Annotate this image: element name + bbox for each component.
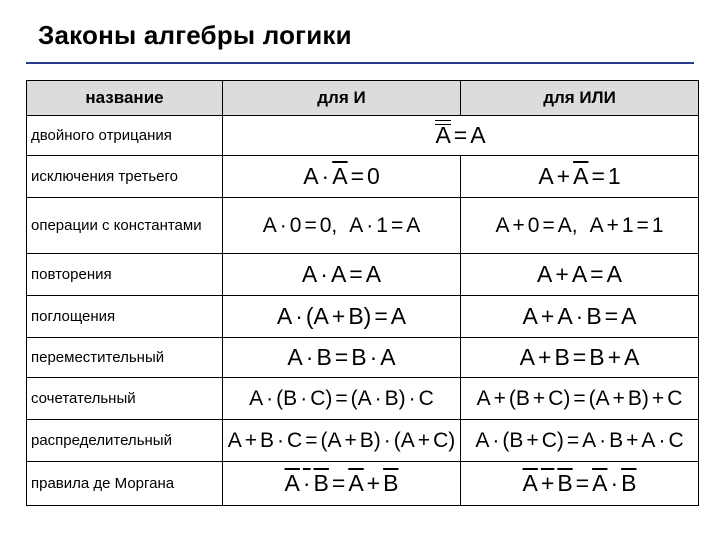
table-row [27, 462, 699, 506]
table-row [27, 420, 699, 462]
formula-excluded-third-or: $A + \overline{A} = 1$ [461, 156, 699, 198]
formula-associative-or: A + (B + C) = (A + B) + C [461, 378, 699, 420]
formula-de-morgan-or: $A + B = \overline{A} \cdot \overline{B}$ [461, 462, 699, 506]
law-name: поглощения [27, 296, 223, 338]
table-row [27, 254, 699, 296]
formula-double-negation: A = A [223, 116, 699, 156]
formula-commutative-or: A + B = B + A [461, 338, 699, 378]
formula-constants-or: A + 0 = A, A + 1 = 1 [461, 198, 699, 254]
page-title: Законы алгебры логики [38, 20, 352, 50]
formula-idempotence-or: A + A = A [461, 254, 699, 296]
formula-idempotence-and: A · A = A [223, 254, 461, 296]
formula-constants-and: A · 0 = 0, A · 1 = A [223, 198, 461, 254]
table-row [27, 378, 699, 420]
law-name: сочетательный [27, 378, 223, 420]
law-name: исключения третьего [27, 156, 223, 198]
formula-absorption-and: A · (A + B) = A [223, 296, 461, 338]
table-row [27, 296, 699, 338]
formula-associative-and: A · (B · C) = (A · B) · C [223, 378, 461, 420]
formula-distributive-or: A · (B + C) = A · B + A · C [461, 420, 699, 462]
formula-de-morgan-and: $A \cdot B = \overline{A} + \overline{B}$ [223, 462, 461, 506]
law-name: распределительный [27, 420, 223, 462]
table-row [27, 198, 699, 254]
column-header-name: название [27, 81, 223, 116]
title-divider [26, 62, 694, 64]
table-row [27, 116, 699, 156]
formula-absorption-or: A + A · B = A [461, 296, 699, 338]
law-name: повторения [27, 254, 223, 296]
law-name: двойного отрицания [27, 116, 223, 156]
law-name: переместительный [27, 338, 223, 378]
law-name: операции с константами [27, 198, 223, 254]
table-header-row [27, 81, 699, 116]
formula-distributive-and: A + B · C = (A + B) · (A + C) [223, 420, 461, 462]
laws-table [26, 80, 699, 506]
formula-commutative-and: A · B = B · A [223, 338, 461, 378]
column-header-or: для ИЛИ [461, 81, 699, 116]
table-row [27, 338, 699, 378]
column-header-and: для И [223, 81, 461, 116]
law-name: правила де Моргана [27, 462, 223, 506]
table-row [27, 156, 699, 198]
formula-excluded-third-and: $A \cdot \overline{A} = 0$ [223, 156, 461, 198]
double-overline-term: A [435, 122, 451, 148]
